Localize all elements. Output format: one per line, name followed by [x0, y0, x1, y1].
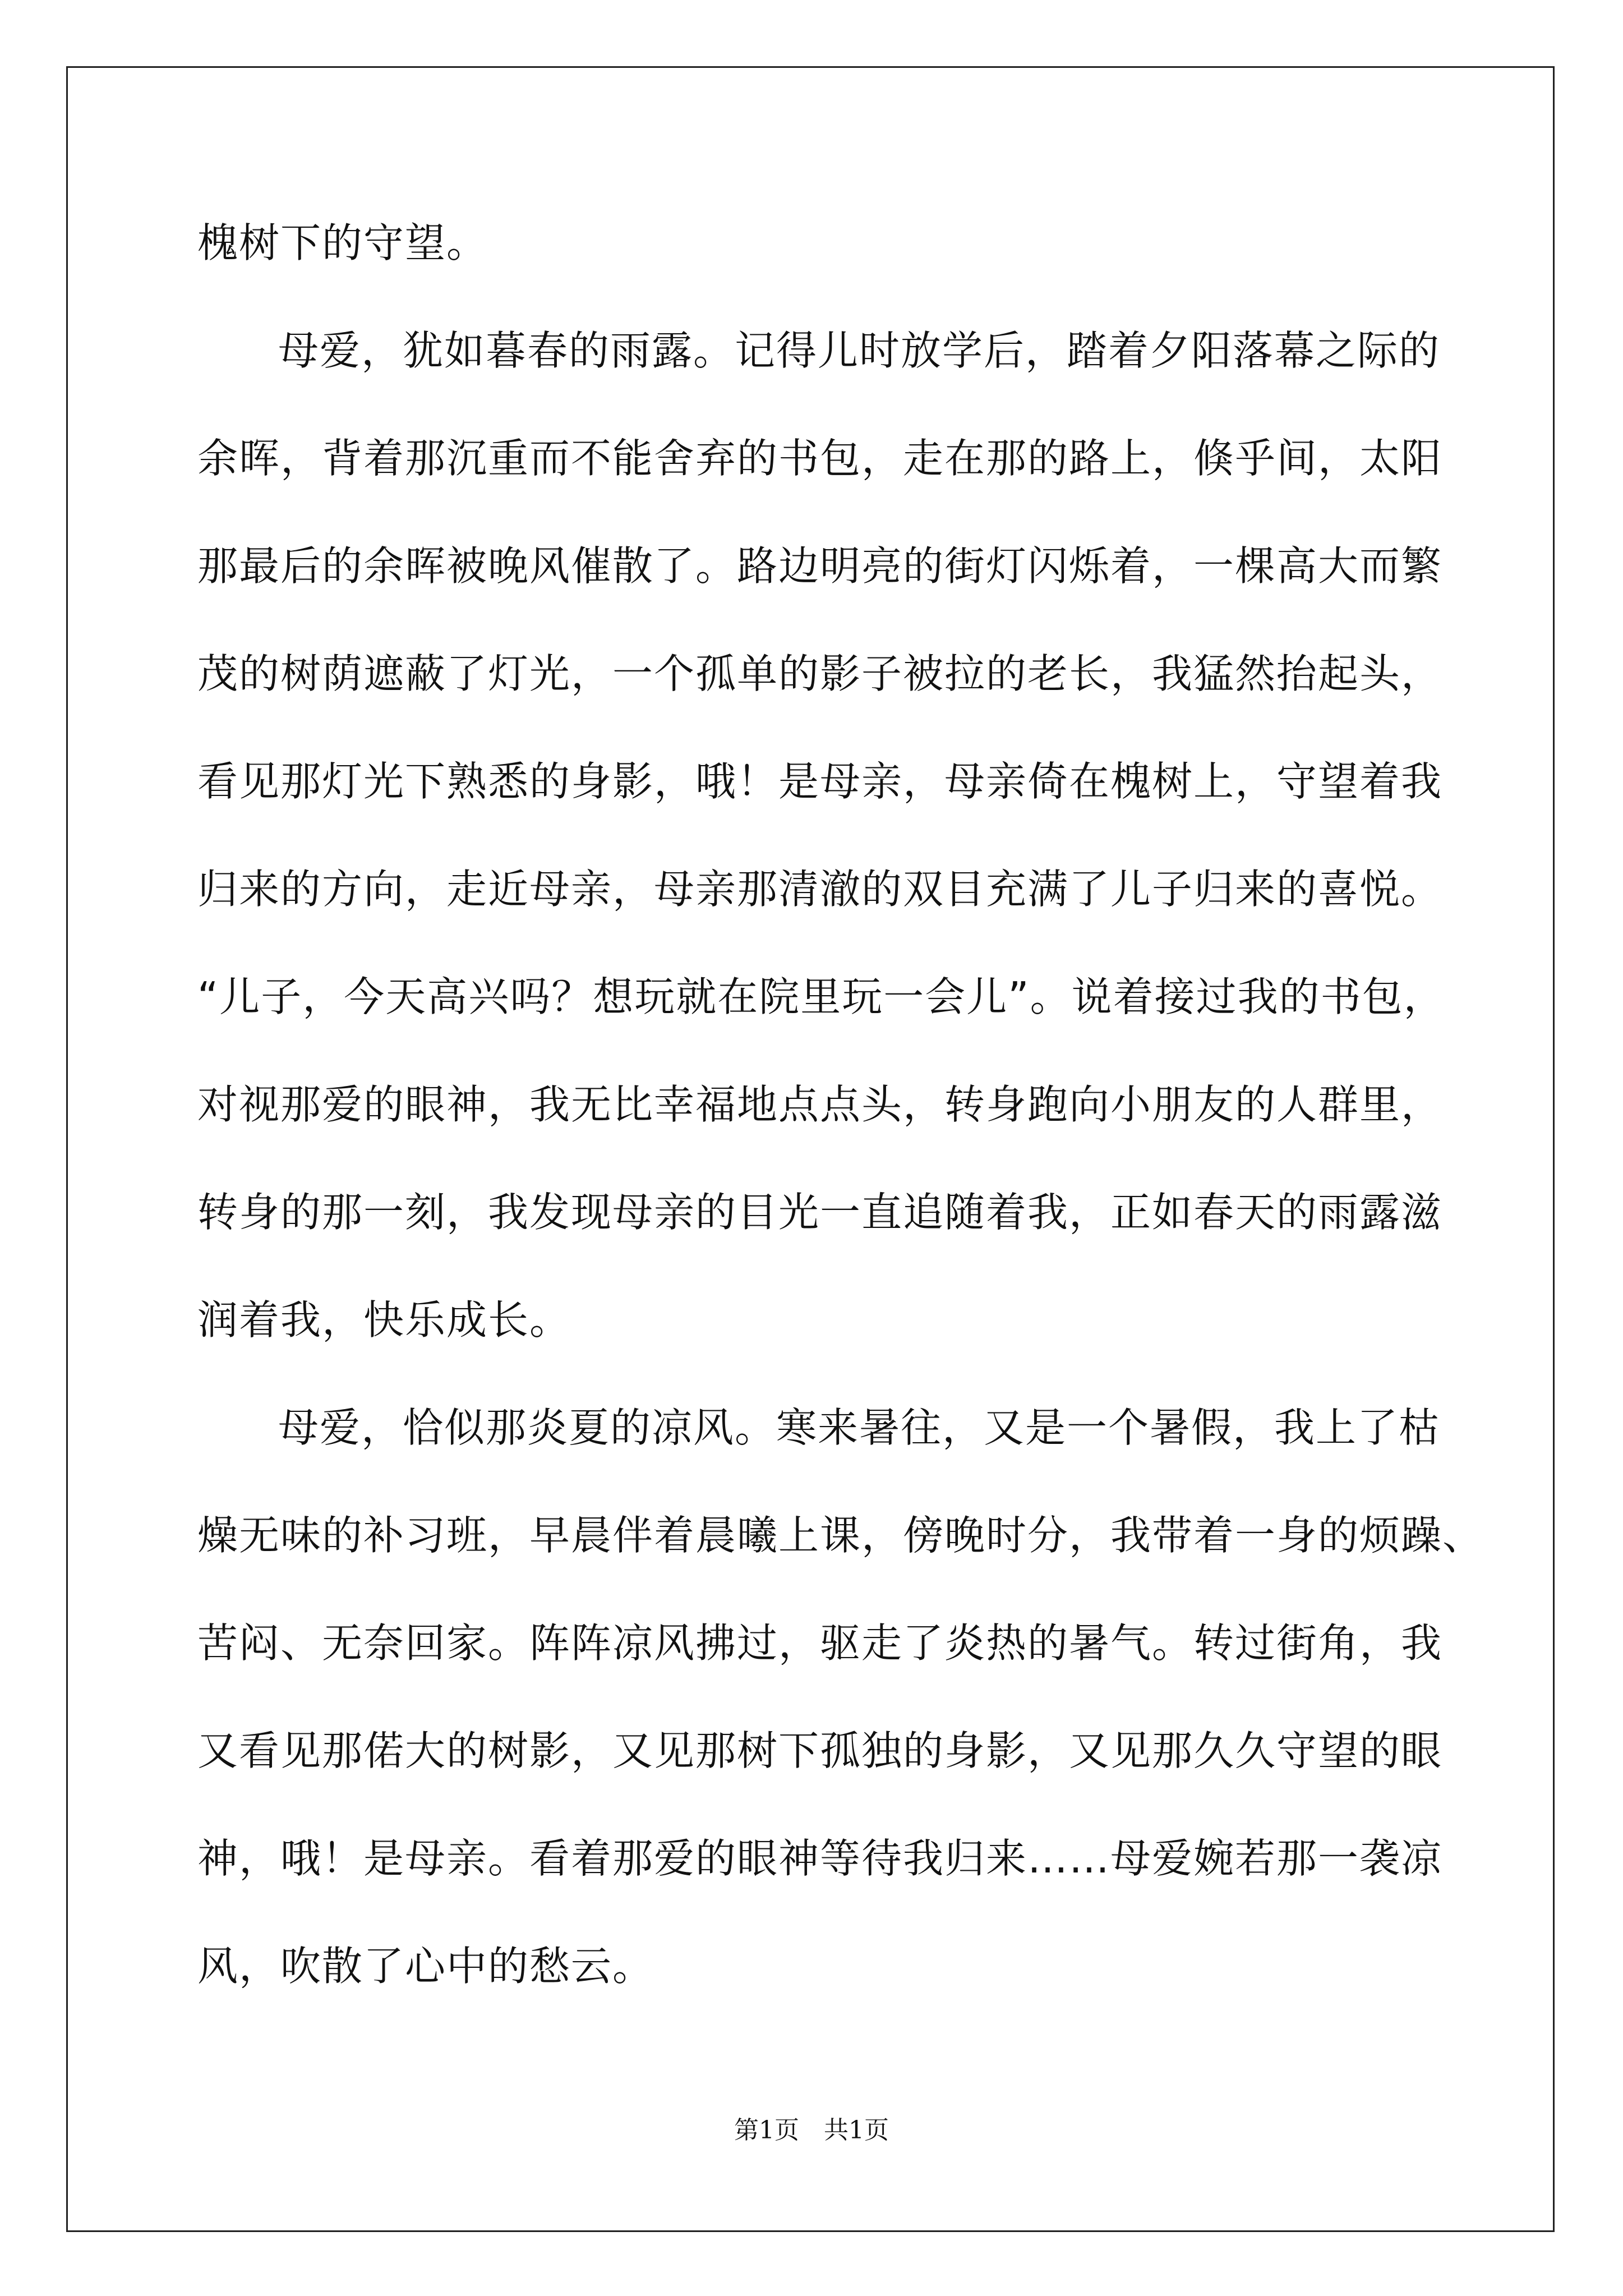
paragraph-first-line: 母爱，犹如暮春的雨露。记得儿时放学后，踏着夕阳落幕之际的 — [278, 327, 1441, 374]
text-line: 风，吹散了心中的愁云。 — [197, 1943, 654, 1990]
text-line: 槐树下的守望。 — [197, 219, 488, 266]
text-line: 看见那灯光下熟悉的身影，哦！是母亲，母亲倚在槐树上，守望着我 — [197, 758, 1443, 805]
page-footer: 第1页 共1页 — [734, 2116, 889, 2145]
text-line: 神，哦！是母亲。看着那爱的眼神等待我归来……母爱婉若那一袭凉 — [197, 1835, 1443, 1882]
text-line: 归来的方向，走近母亲，母亲那清澈的双目充满了儿子归来的喜悦。 — [197, 866, 1443, 913]
text-line: 又看见那偌大的树影，又见那树下孤独的身影，又见那久久守望的眼 — [197, 1727, 1443, 1774]
text-line: 润着我，快乐成长。 — [197, 1296, 571, 1343]
page-border — [66, 66, 1555, 2232]
text-line: 那最后的余晖被晚风催散了。路边明亮的街灯闪烁着，一棵高大而繁 — [197, 542, 1443, 590]
text-line: 茂的树荫遮蔽了灯光，一个孤单的影子被拉的老长，我猛然抬起头， — [197, 650, 1443, 697]
paragraph-first-line: 母爱，恰似那炎夏的凉风。寒来暑往，又是一个暑假，我上了枯 — [278, 1404, 1441, 1451]
text-line: 燥无味的补习班，早晨伴着晨曦上课，傍晚时分，我带着一身的烦躁、 — [197, 1512, 1484, 1559]
text-line: 转身的那一刻，我发现母亲的目光一直追随着我，正如春天的雨露滋 — [197, 1189, 1443, 1236]
text-line: 余晖，背着那沉重而不能舍弃的书包，走在那的路上，倏乎间，太阳 — [197, 435, 1443, 482]
text-line: “儿子，今天高兴吗？想玩就在院里玩一会儿”。说着接过我的书包， — [197, 973, 1445, 1020]
text-line: 对视那爱的眼神，我无比幸福地点点头，转身跑向小朋友的人群里， — [197, 1081, 1443, 1128]
text-line: 苦闷、无奈回家。阵阵凉风拂过，驱走了炎热的暑气。转过街角，我 — [197, 1619, 1443, 1667]
